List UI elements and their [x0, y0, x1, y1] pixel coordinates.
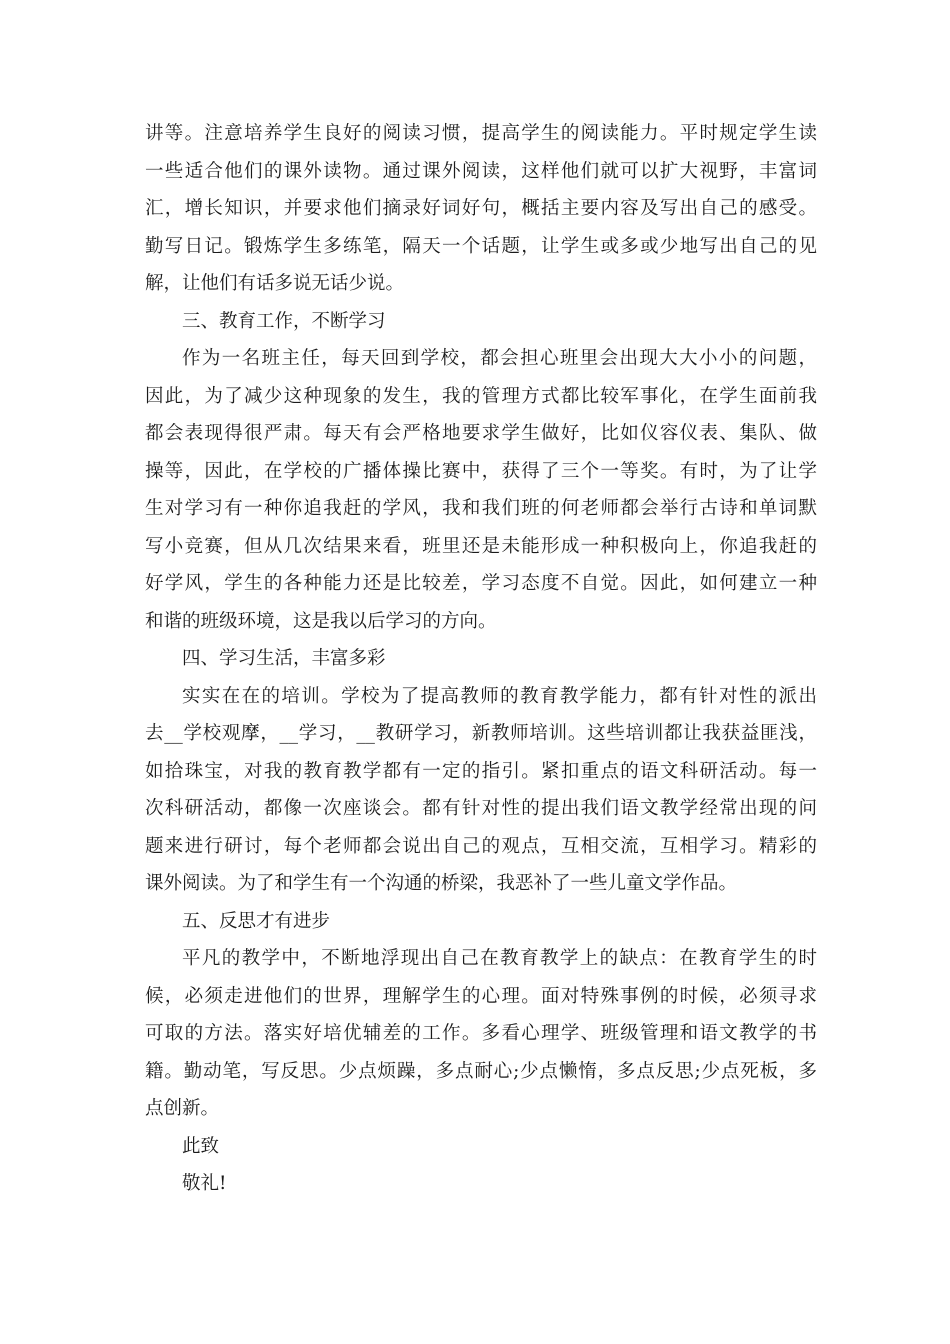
text-line: 解，让他们有话多说无话少说。 — [145, 273, 405, 294]
text-line: 敬礼! — [182, 1173, 227, 1194]
text-line: 四、学习生活，丰富多彩 — [182, 648, 386, 669]
text-line: 题来进行研讨，每个老师都会说出自己的观点，互相交流，互相学习。精彩的 — [145, 835, 817, 857]
text-line: 因此，为了减少这种现象的发生，我的管理方式都比较军事化，在学生面前我 — [145, 385, 817, 407]
text-line: 都会表现得很严肃。每天有会严格地要求学生做好，比如仪容仪表、集队、做 — [145, 423, 817, 444]
text-line: 去__学校观摩，__学习，__教研学习，新教师培训。这些培训都让我获益匪浅， — [145, 723, 817, 744]
text-line: 汇，增长知识，并要求他们摘录好词好句，概括主要内容及写出自己的感受。 — [145, 198, 817, 219]
text-line: 勤写日记。锻炼学生多练笔，隔天一个话题，让学生或多或少地写出自己的见 — [145, 235, 817, 257]
text-line: 次科研活动，都像一次座谈会。都有针对性的提出我们语文教学经常出现的问 — [145, 798, 817, 819]
text-line: 写小竞赛，但从几次结果来看，班里还是未能形成一种积极向上，你追我赶的 — [145, 535, 817, 557]
text-line: 候，必须走进他们的世界，理解学生的心理。面对特殊事例的时候，必须寻求 — [145, 985, 817, 1007]
text-line: 好学风，学生的各种能力还是比较差，学习态度不自觉。因此，如何建立一种 — [145, 573, 817, 594]
text-line: 操等，因此，在学校的广播体操比赛中，获得了三个一等奖。有时，为了让学 — [145, 460, 817, 482]
text-line: 五、反思才有进步 — [182, 910, 331, 932]
text-line: 三、教育工作，不断学习 — [182, 310, 386, 332]
text-line: 课外阅读。为了和学生有一个沟通的桥梁，我恶补了一些儿童文学作品。 — [145, 873, 738, 894]
text-line: 点创新。 — [145, 1098, 220, 1119]
text-line: 此致 — [182, 1135, 220, 1157]
text-line: 可取的方法。落实好培优辅差的工作。多看心理学、班级管理和语文教学的书 — [145, 1023, 817, 1044]
text-line: 作为一名班主任，每天回到学校，都会担心班里会出现大大小小的问题， — [182, 348, 817, 369]
text-line: 如拾珠宝，对我的教育教学都有一定的指引。紧扣重点的语文科研活动。每一 — [145, 760, 817, 782]
text-line: 讲等。注意培养学生良好的阅读习惯，提高学生的阅读能力。平时规定学生读 — [145, 123, 817, 144]
text-line: 实实在在的培训。学校为了提高教师的教育教学能力，都有针对性的派出 — [182, 685, 817, 707]
text-line: 一些适合他们的课外读物。通过课外阅读，这样他们就可以扩大视野，丰富词 — [145, 160, 817, 182]
document-body — [145, 115, 817, 1203]
text-line: 生对学习有一种你追我赶的学风，我和我们班的何老师都会举行古诗和单词默 — [145, 498, 817, 519]
text-line: 和谐的班级环境，这是我以后学习的方向。 — [145, 610, 497, 632]
text-line: 平凡的教学中，不断地浮现出自己在教育教学上的缺点：在教育学生的时 — [182, 948, 817, 969]
text-line: 籍。勤动笔，写反思。少点烦躁，多点耐心;少点懒惰，多点反思;少点死板，多 — [145, 1060, 817, 1082]
